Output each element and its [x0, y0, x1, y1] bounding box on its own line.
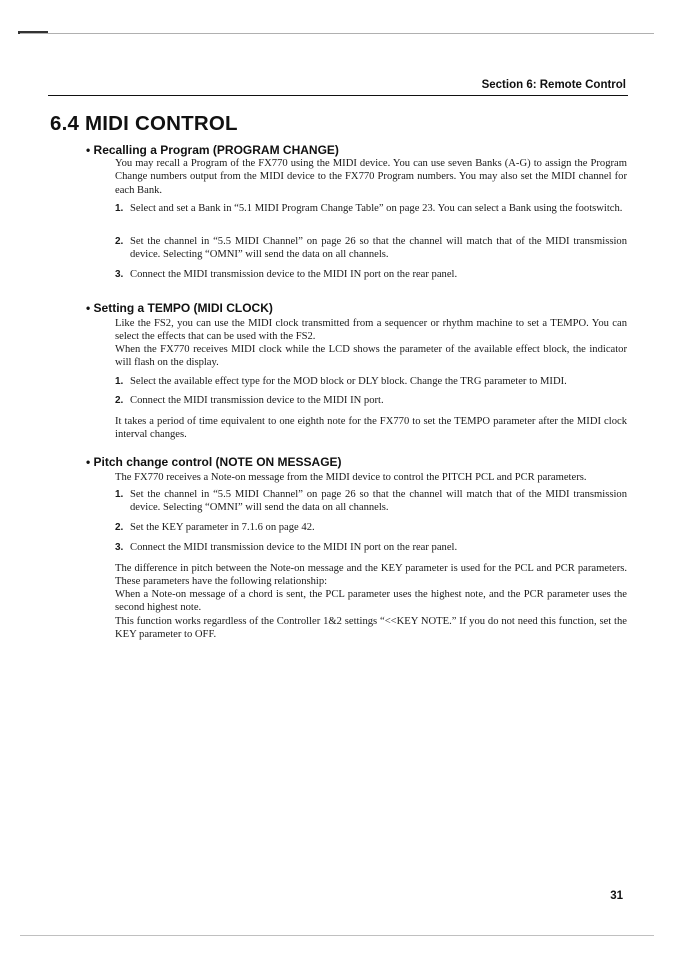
- step-text: Connect the MIDI transmission device to the MIDI IN port on the rear panel.: [130, 542, 458, 553]
- section-heading-program-change: • Recalling a Program (PROGRAM CHANGE): [86, 143, 339, 157]
- running-header: Section 6: Remote Control: [481, 79, 626, 91]
- list-item: [115, 541, 627, 554]
- section-heading-midi-clock: • Setting a TEMPO (MIDI CLOCK): [86, 301, 273, 315]
- step-number: 3.: [115, 542, 124, 553]
- top-border-line: [20, 33, 654, 34]
- step-number: 2.: [115, 236, 124, 247]
- paragraph: The FX770 receives a Note-on message from the MIDI device to control the PITCH PCL and PCR parameters.: [115, 472, 587, 483]
- step-text: Set the KEY parameter in 7.1.6 on page 42.: [130, 522, 315, 533]
- step-number: 2.: [115, 522, 124, 533]
- step-number: 1.: [115, 489, 124, 500]
- list-item: [115, 375, 627, 388]
- paragraph: Like the FS2, you can use the MIDI clock transmitted from a sequencer or rhythm machine to set a TEMPO. You can select the effects that can be used with the FS2.: [115, 318, 627, 343]
- list-item: [115, 521, 627, 534]
- step-number: 1.: [115, 203, 124, 214]
- page-title: 6.4 MIDI CONTROL: [50, 112, 238, 135]
- paragraph: It takes a period of time equivalent to one eighth note for the FX770 to set the TEMPO parameter after the MIDI clock interval changes.: [115, 416, 627, 441]
- list-item: [115, 394, 627, 407]
- step-number: 3.: [115, 269, 124, 280]
- step-text: Connect the MIDI transmission device to the MIDI IN port on the rear panel.: [130, 269, 458, 280]
- paragraph: When a Note-on message of a chord is sent, the PCL parameter uses the highest note, and the PCR parameter uses the second highest note.: [115, 589, 627, 614]
- step-text: Set the channel in “5.5 MIDI Channel” on page 26 so that the channel will match that of the MIDI transmission device. Selecting “OMNI” will send the data on all channels.: [130, 489, 627, 514]
- step-text: Set the channel in “5.5 MIDI Channel” on page 26 so that the channel will match that of the MIDI transmission device. Selecting “OMNI” will send the data on all channels.: [130, 236, 627, 261]
- paragraph: The difference in pitch between the Note-on message and the KEY parameter is used for the PCL and PCR parameters. These parameters have the following relationship:: [115, 563, 627, 588]
- list-item: [115, 235, 627, 262]
- paragraph: When the FX770 receives MIDI clock while the LCD shows the parameter of the available effect block, the indicator will flash on the display.: [115, 344, 627, 369]
- header-rule: [48, 95, 628, 96]
- step-text: Select and set a Bank in “5.1 MIDI Program Change Table” on page 23. You can select a Bank using the footswitch.: [130, 203, 623, 214]
- paragraph: This function works regardless of the Controller 1&2 settings “<<KEY NOTE.” If you do not need this function, set the KEY parameter to OFF.: [115, 616, 627, 641]
- list-item: [115, 268, 627, 281]
- step-number: 2.: [115, 395, 124, 406]
- list-item: [115, 202, 627, 215]
- step-text: Connect the MIDI transmission device to the MIDI IN port.: [130, 395, 384, 406]
- step-number: 1.: [115, 376, 124, 387]
- list-item: [115, 488, 627, 515]
- section-heading-note-on: • Pitch change control (NOTE ON MESSAGE): [86, 455, 342, 469]
- page-number: 31: [610, 890, 623, 902]
- bottom-border-line: [20, 935, 654, 936]
- paragraph: You may recall a Program of the FX770 using the MIDI device. You can use seven Banks (A-G) to assign the Program Change numbers output from the MIDI device to the FX770 Program numbers. You may also set the MIDI channel for each Bank.: [115, 158, 627, 196]
- step-text: Select the available effect type for the MOD block or DLY block. Change the TRG parameter to MIDI.: [130, 376, 567, 387]
